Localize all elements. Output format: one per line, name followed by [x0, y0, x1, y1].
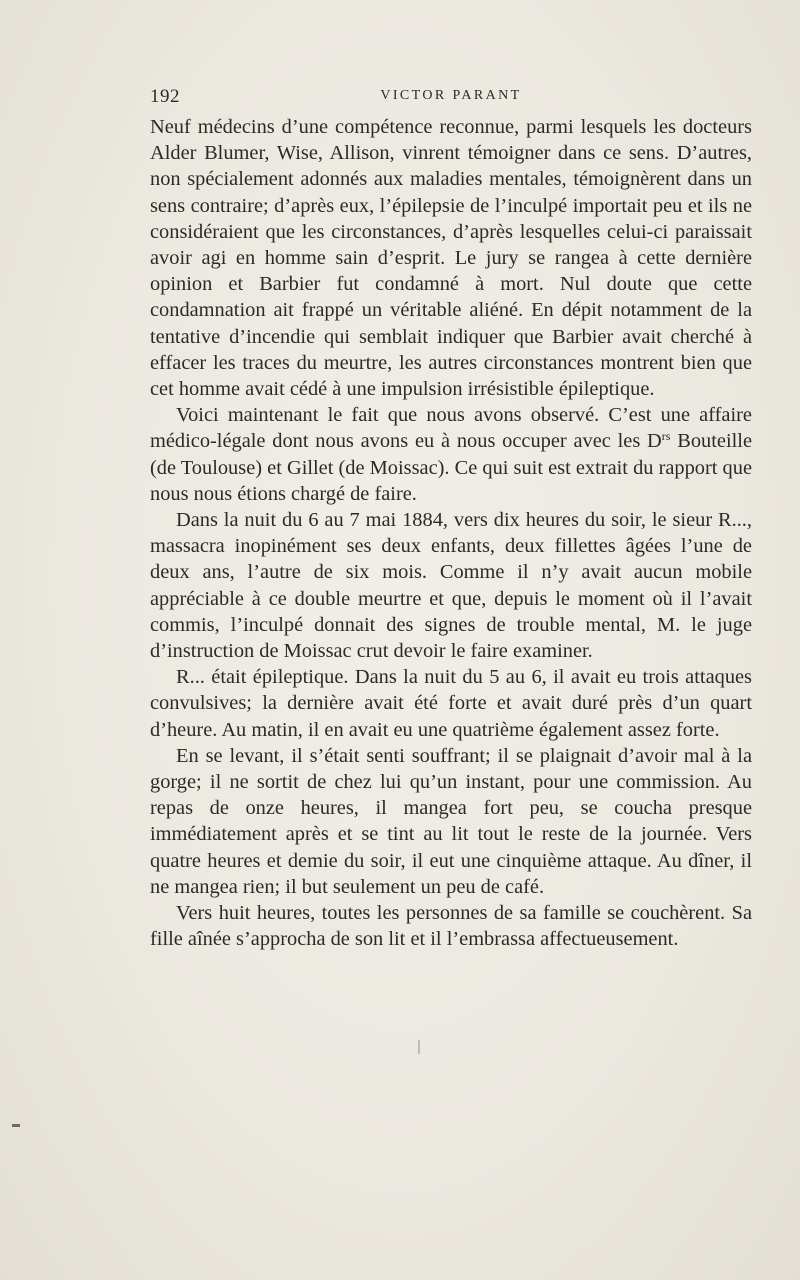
paragraph-2-end: Bouteille (de Toulouse) et Gillet (de Moissac). Ce qui suit est extrait du rapport que nous nous étions chargé de faire. — [150, 430, 752, 505]
margin-mark — [12, 1124, 20, 1127]
page-number: 192 — [150, 86, 180, 107]
paragraph-4: R... était épileptique. Dans la nuit du 5 au 6, il avait eu trois attaques convulsives; la dernière avait été forte et avait duré près d’un quart d’heure. Au matin, il en avait eu une quatrième également assez forte. — [150, 666, 752, 741]
paragraph-2 — [150, 402, 752, 507]
running-head — [150, 86, 752, 108]
text-block — [150, 114, 752, 953]
paragraph-2-start: Voici maintenant le fait que nous avons observé. C’est une affaire médico-légale dont nous avons eu à nous occuper avec les D — [150, 404, 752, 453]
paragraph-3: Dans la nuit du 6 au 7 mai 1884, vers dix heures du soir, le sieur R..., massacra inopinément ses deux enfants, deux fillettes âgées l’une de deux ans, l’autre de six mois. Comme il n’y avait aucun mobile appréciable à ce double meurtre et que, depuis le moment où il l’avait commis, l’inculpé donnait des signes de trouble mental, M. le juge d’instruction de Moissac crut devoir le faire examiner. — [150, 509, 752, 663]
paragraph-1: Neuf médecins d’une compétence reconnue, parmi lesquels les docteurs Alder Blumer, Wise, Allison, vinrent témoigner dans ce sens. D’autres, non spécialement adonnés aux maladies mentales, témoignèrent dans un sens contraire; d’après eux, l’épilepsie de l’inculpé importait peu et ils ne considéraient que les circonstances, d’après lesquelles celui-ci paraissait avoir agi en homme sain d’esprit. Le jury se rangea à cette dernière opinion et Barbier fut condamné à mort. Nul doute que cette condamnation ait frappé un véritable aliéné. En dépit notamment de la tentative d’incendie qui semblait indiquer que Barbier avait cherché à effacer les traces du meurtre, les autres circonstances montrent bien que cet homme avait cédé à une impulsion irrésistible épileptique. — [150, 116, 752, 401]
paper-speck — [418, 1040, 420, 1054]
doctors-abbrev-superscript: rs — [661, 429, 671, 444]
running-title: VICTOR PARANT — [380, 88, 522, 103]
paragraph-6: Vers huit heures, toutes les personnes de sa famille se couchèrent. Sa fille aînée s’approcha de son lit et il l’embrassa affectueusement. — [150, 902, 752, 951]
paragraph-5: En se levant, il s’était senti souffrant; il se plaignait d’avoir mal à la gorge; il ne sortit de chez lui qu’un instant, pour une commission. Au repas de onze heures, il mangea fort peu, se coucha presque immédiatement après et se tint au lit tout le reste de la journée. Vers quatre heures et demie du soir, il eut une cinquième attaque. Au dîner, il ne mangea rien; il but seulement un peu de café. — [150, 744, 752, 898]
